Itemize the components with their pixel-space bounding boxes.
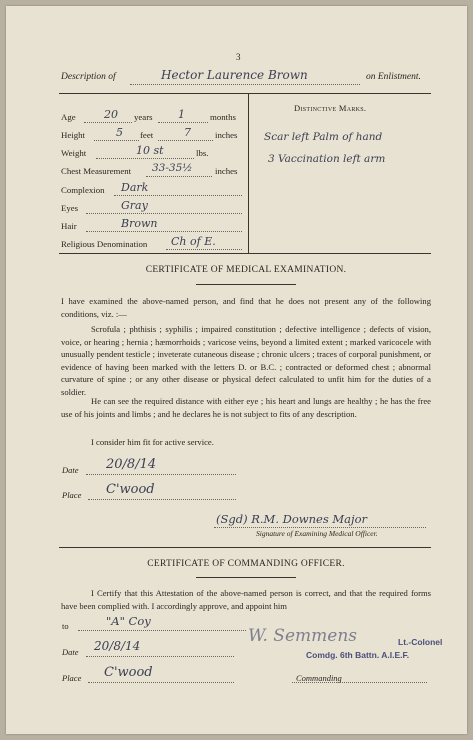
attestation-page — [6, 6, 467, 734]
complexion-label: Complexion — [61, 185, 105, 195]
commanding-to-label: to — [62, 621, 69, 631]
distinctive-mark-2: 3 Vaccination left arm — [268, 153, 386, 165]
commanding-officer-signature: W. Semmens — [248, 626, 357, 646]
eyes-label: Eyes — [61, 203, 79, 213]
religion-value: Ch of E. — [171, 235, 216, 248]
box-divider — [248, 93, 249, 253]
description-label: Description of — [61, 72, 116, 82]
commanding-date-label: Date — [62, 647, 79, 657]
medical-date-label: Date — [62, 465, 79, 475]
section-divider — [59, 547, 431, 548]
recruit-name: Hector Laurence Brown — [161, 68, 308, 82]
religion-label: Religious Denomination — [61, 239, 148, 249]
age-years: 20 — [104, 108, 118, 121]
medical-para-2: Scrofula ; phthisis ; syphilis ; impaired constitution ; defective intelligence ; defects of vision, voice, or hearing ; hernia ; hæmorrhoids ; varicose veins, beyond a limited extent ; marked varicocele with unusually pendent testicle ; inveterate cutaneous disease ; chronic ulcers ; traces of corporal punishment, or evidence of having been marked with the letters D. or B.C. ; contracted or deformed chest ; abnormal curvature of spine ; or any other disease or physical defect calculated to unfit him for the duties of a soldier. — [61, 324, 431, 397]
height-inches: 7 — [184, 126, 191, 139]
chest-inches-label: inches — [215, 166, 238, 176]
medical-officer-signature: (Sgd) R.M. Downes Major — [216, 512, 368, 526]
medical-signature-caption: Signature of Examining Medical Officer. — [256, 529, 378, 538]
medical-place-value: C'wood — [106, 482, 155, 497]
medical-place-label: Place — [62, 490, 82, 500]
page-number: 3 — [236, 52, 241, 62]
medical-para-1: I have examined the above-named person, and find that he does not present any of the following conditions, viz. :— — [61, 296, 431, 319]
hair-label: Hair — [61, 221, 77, 231]
commanding-place-label: Place — [62, 673, 82, 683]
distinctive-marks-heading: Distinctive Marks. — [294, 103, 367, 113]
commanding-date-value: 20/8/14 — [94, 639, 141, 653]
inches-label: inches — [215, 130, 238, 140]
on-enlistment-label: on Enlistment. — [366, 72, 421, 82]
feet-label: feet — [140, 130, 154, 140]
medical-para-3: He can see the required distance with either eye ; his heart and lungs are healthy ; he has the free use of his joints and limbs ; and he declares he is not subject to fits of any description. — [61, 396, 431, 419]
commanding-label: Commanding — [296, 673, 342, 683]
height-label: Height — [61, 130, 85, 140]
medical-para-4: I consider him fit for active service. — [91, 437, 214, 447]
months-label: months — [210, 112, 236, 122]
weight-value: 10 st — [136, 144, 164, 157]
commanding-certificate-heading: CERTIFICATE OF COMMANDING OFFICER. — [147, 559, 345, 569]
commanding-to-value: "A" Coy — [106, 614, 151, 628]
age-months: 1 — [178, 108, 185, 121]
years-label: years — [134, 112, 153, 122]
age-label: Age — [61, 112, 76, 122]
chest-value: 33-35½ — [152, 162, 193, 174]
distinctive-mark-1: Scar left Palm of hand — [264, 131, 383, 143]
medical-date-value: 20/8/14 — [106, 457, 157, 472]
chest-label: Chest Measurement — [61, 166, 132, 176]
weight-label: Weight — [61, 148, 87, 158]
commanding-place-value: C'wood — [104, 665, 153, 680]
height-feet: 5 — [116, 126, 123, 139]
commanding-para-1: I Certify that this Attestation of the above-named person is correct, and that the required forms have been complied with. I accordingly approve, and appoint him — [61, 588, 431, 611]
lbs-label: lbs. — [196, 148, 209, 158]
complexion-value: Dark — [121, 181, 149, 194]
rank-stamp-line-1: Lt.-Colonel — [398, 637, 443, 647]
medical-certificate-heading: CERTIFICATE OF MEDICAL EXAMINATION. — [145, 265, 347, 275]
box-bottom-rule — [59, 253, 431, 254]
rank-stamp-line-2: Comdg. 6th Battn. A.I.E.F. — [306, 650, 410, 660]
box-top-rule — [59, 93, 431, 94]
eyes-value: Gray — [121, 199, 148, 212]
hair-value: Brown — [121, 217, 158, 230]
